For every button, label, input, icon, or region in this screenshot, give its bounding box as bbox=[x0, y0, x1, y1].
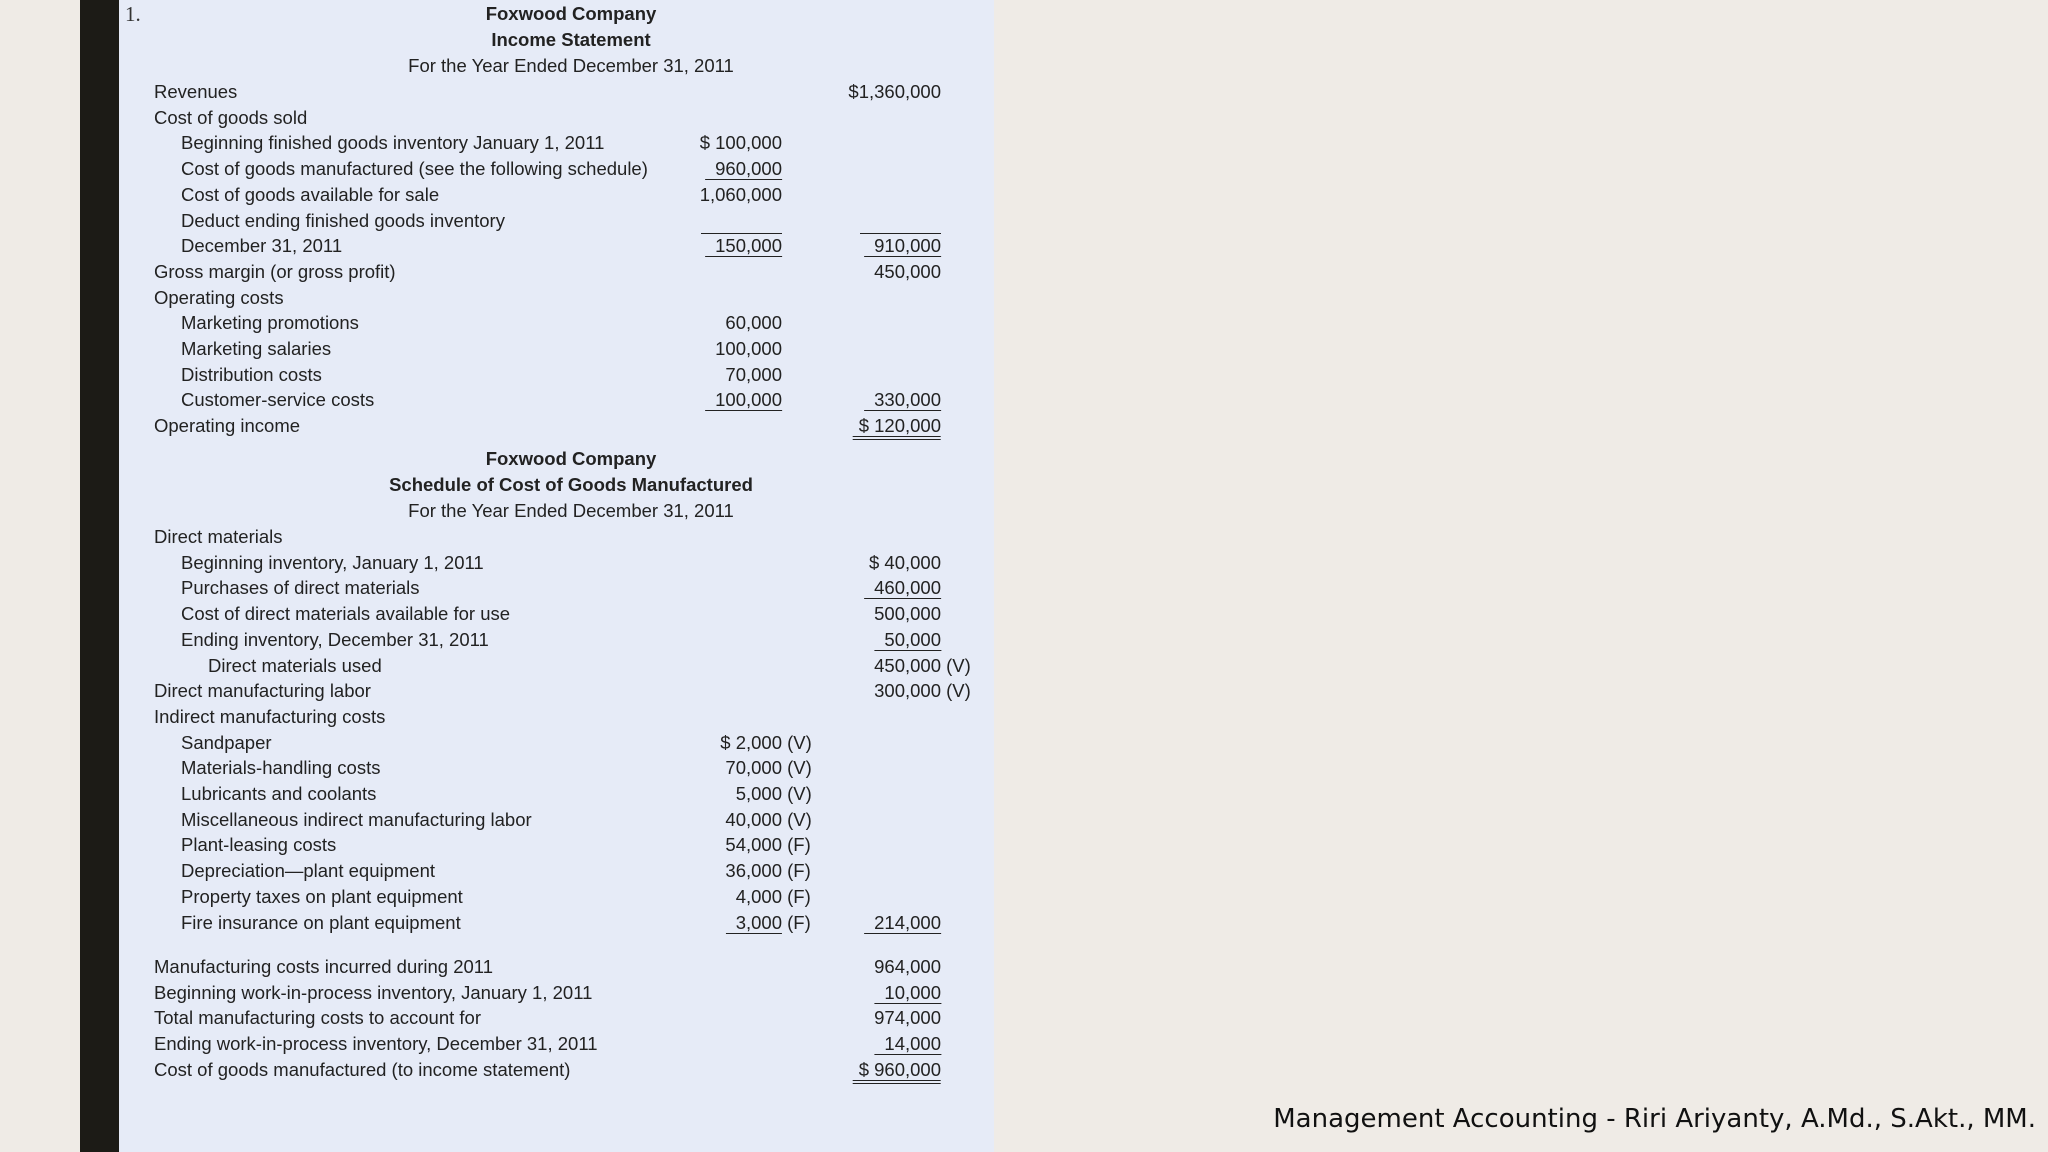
schedule-row-6-c2-cost-type: (V) bbox=[941, 680, 971, 702]
schedule-total-row-0-total bbox=[874, 955, 941, 979]
schedule-total-row-2-c2-value: 974,000 bbox=[874, 1007, 941, 1029]
income-row-12-c1-value: 100,000 bbox=[705, 389, 782, 411]
schedule-row-9-c1-value: 70,000 bbox=[725, 757, 782, 779]
schedule-total-row-1-c2-value: 10,000 bbox=[874, 982, 941, 1004]
schedule-row-12-c1-value: 54,000 bbox=[725, 834, 782, 856]
income-row-11-label: Distribution costs bbox=[181, 363, 322, 385]
schedule-row-2-label: Purchases of direct materials bbox=[181, 577, 420, 599]
schedule-row-9-label: Materials-handling costs bbox=[181, 757, 381, 779]
income-row-7-label: Gross margin (or gross profit) bbox=[154, 260, 396, 282]
question-number: 1. bbox=[125, 2, 141, 26]
schedule-row-3-total bbox=[874, 602, 941, 626]
income-row-3-c1-value: 960,000 bbox=[705, 158, 782, 180]
schedule-row-15-c1-value: 3,000 bbox=[726, 912, 782, 934]
income-row-6-c1-rule bbox=[701, 233, 782, 234]
schedule-row-11-c1-cost-type: (V) bbox=[782, 808, 812, 830]
income-row-12-amount bbox=[705, 388, 782, 412]
schedule-period: For the Year Ended December 31, 2011 bbox=[408, 500, 734, 521]
schedule-row-5-total bbox=[874, 654, 971, 678]
income-row-9-amount bbox=[725, 311, 782, 335]
schedule-row-12-amount bbox=[725, 833, 810, 857]
statement-document bbox=[119, 0, 994, 1152]
schedule-row-7-label: Indirect manufacturing costs bbox=[154, 705, 386, 727]
income-row-2-c1-value: $ 100,000 bbox=[699, 132, 782, 154]
income-row-9-c1-value: 60,000 bbox=[725, 312, 782, 334]
schedule-total-row-0-label: Manufacturing costs incurred during 2011 bbox=[154, 956, 494, 977]
schedule-row-15-c1-cost-type: (F) bbox=[782, 911, 811, 933]
schedule-row-4-label: Ending inventory, December 31, 2011 bbox=[181, 628, 489, 650]
income-row-8-label: Operating costs bbox=[154, 286, 284, 308]
schedule-row-2-c2-value: 460,000 bbox=[864, 577, 941, 599]
schedule-row-8-c1-value: $ 2,000 bbox=[720, 731, 782, 753]
schedule-row-0-label: Direct materials bbox=[154, 526, 283, 547]
schedule-row-15-c2-value: 214,000 bbox=[864, 912, 941, 934]
schedule-row-1-label: Beginning inventory, January 1, 2011 bbox=[181, 551, 484, 573]
income-row-6-c2-value: 910,000 bbox=[864, 235, 941, 257]
schedule-row-3-label: Cost of direct materials available for use bbox=[181, 603, 511, 625]
schedule-total-row-1-label: Beginning work-in-process inventory, January 1, 2011 bbox=[154, 981, 593, 1003]
schedule-row-9-c1-cost-type: (V) bbox=[782, 757, 812, 779]
income-row-6-label: December 31, 2011 bbox=[181, 235, 343, 257]
schedule-row-2-total bbox=[864, 576, 941, 600]
schedule-row-11-c1-value: 40,000 bbox=[725, 808, 782, 830]
schedule-row-6-total bbox=[874, 679, 971, 703]
schedule-row-13-c1-value: 36,000 bbox=[725, 860, 782, 882]
schedule-row-3-c2-value: 500,000 bbox=[874, 603, 941, 625]
schedule-total-row-3-label: Ending work-in-process inventory, December 31, 2011 bbox=[154, 1033, 598, 1055]
schedule-row-14-label: Property taxes on plant equipment bbox=[181, 885, 463, 907]
schedule-total-row-0-c2-value: 964,000 bbox=[874, 956, 941, 977]
income-row-4-label: Cost of goods available for sale bbox=[181, 183, 440, 205]
income-row-12-total bbox=[864, 388, 941, 412]
schedule-row-8-label: Sandpaper bbox=[181, 731, 272, 753]
income-row-3-amount bbox=[705, 157, 782, 181]
schedule-row-8-amount bbox=[720, 731, 812, 755]
schedule-row-13-c1-cost-type: (F) bbox=[782, 860, 811, 882]
schedule-row-10-amount bbox=[736, 782, 812, 806]
schedule-total-row-3-c2-value: 14,000 bbox=[874, 1033, 941, 1055]
income-row-12-c2-value: 330,000 bbox=[864, 389, 941, 411]
income-statement-period: For the Year Ended December 31, 2011 bbox=[408, 55, 734, 76]
income-row-2-amount bbox=[700, 131, 782, 155]
income-row-7-c2-value: 450,000 bbox=[874, 260, 941, 282]
schedule-row-6-c2-value: 300,000 bbox=[874, 680, 941, 702]
income-row-5-label: Deduct ending finished goods inventory bbox=[181, 209, 505, 231]
schedule-row-15-label: Fire insurance on plant equipment bbox=[181, 911, 461, 933]
schedule-row-6-label: Direct manufacturing labor bbox=[154, 680, 371, 702]
income-row-3-label: Cost of goods manufactured (see the following schedule) bbox=[181, 158, 648, 180]
income-row-1-label: Cost of goods sold bbox=[154, 106, 308, 128]
income-row-13-total bbox=[853, 414, 941, 438]
schedule-row-1-c2-value: $ 40,000 bbox=[868, 551, 941, 573]
schedule-row-15-total bbox=[864, 911, 941, 935]
income-row-4-amount bbox=[700, 183, 782, 207]
income-row-10-label: Marketing salaries bbox=[181, 338, 332, 359]
schedule-row-4-total bbox=[874, 628, 941, 652]
schedule-title: Schedule of Cost of Goods Manufactured bbox=[389, 474, 753, 495]
schedule-row-11-label: Miscellaneous indirect manufacturing labor bbox=[181, 808, 532, 830]
schedule-total-row-2-label: Total manufacturing costs to account for bbox=[154, 1007, 482, 1029]
income-row-6-total bbox=[864, 234, 941, 258]
schedule-row-11-amount bbox=[725, 808, 811, 832]
schedule-row-14-c1-value: 4,000 bbox=[735, 885, 782, 907]
schedule-row-5-c2-cost-type: (V) bbox=[941, 654, 971, 676]
schedule-total-row-4-label: Cost of goods manufactured (to income statement) bbox=[154, 1058, 571, 1080]
income-row-0-c2-value: $1,360,000 bbox=[848, 81, 941, 102]
schedule-total-row-4-c2-value: $ 960,000 bbox=[853, 1059, 941, 1084]
left-dark-bar bbox=[80, 0, 119, 1152]
income-row-0-total bbox=[848, 80, 941, 104]
schedule-total-row-1-total bbox=[874, 981, 941, 1005]
schedule-row-10-c1-value: 5,000 bbox=[735, 783, 782, 804]
income-row-4-c1-value: 1,060,000 bbox=[699, 183, 782, 205]
schedule-row-4-c2-value: 50,000 bbox=[874, 629, 941, 651]
income-row-0-label: Revenues bbox=[154, 81, 238, 102]
income-statement-title: Income Statement bbox=[491, 29, 651, 50]
schedule-total-row-3-total bbox=[874, 1032, 941, 1056]
schedule-company-name: Foxwood Company bbox=[485, 448, 657, 469]
income-row-6-c2-rule bbox=[860, 233, 941, 234]
schedule-row-12-label: Plant-leasing costs bbox=[181, 834, 337, 856]
schedule-row-14-c1-cost-type: (F) bbox=[782, 885, 811, 907]
schedule-row-12-c1-cost-type: (F) bbox=[782, 834, 811, 856]
income-row-13-label: Operating income bbox=[154, 415, 301, 437]
income-row-7-total bbox=[874, 260, 941, 284]
income-company-name: Foxwood Company bbox=[485, 3, 657, 24]
income-row-6-amount bbox=[705, 234, 782, 258]
schedule-row-5-label: Direct materials used bbox=[208, 654, 382, 676]
income-row-10-c1-value: 100,000 bbox=[715, 338, 782, 359]
schedule-row-13-amount bbox=[725, 859, 810, 883]
schedule-row-5-c2-value: 450,000 bbox=[874, 654, 941, 676]
schedule-row-9-amount bbox=[725, 756, 811, 780]
income-row-12-label: Customer-service costs bbox=[181, 389, 375, 411]
schedule-row-15-amount bbox=[726, 911, 811, 935]
income-row-6-c1-value: 150,000 bbox=[705, 235, 782, 257]
schedule-total-row-4-total bbox=[853, 1058, 941, 1082]
schedule-row-10-c1-cost-type: (V) bbox=[782, 783, 812, 804]
schedule-row-13-label: Depreciation—plant equipment bbox=[181, 860, 436, 882]
income-row-11-amount bbox=[725, 363, 782, 387]
income-row-9-label: Marketing promotions bbox=[181, 312, 359, 334]
schedule-row-14-amount bbox=[736, 885, 811, 909]
income-row-13-c2-value: $ 120,000 bbox=[853, 415, 941, 440]
income-row-10-amount bbox=[715, 337, 782, 361]
income-row-11-c1-value: 70,000 bbox=[725, 363, 782, 385]
footer-credit: Management Accounting - Riri Ariyanty, A.Md., S.Akt., MM. bbox=[1273, 1104, 2036, 1134]
schedule-total-row-2-total bbox=[874, 1006, 941, 1030]
income-row-2-label: Beginning finished goods inventory January 1, 2011 bbox=[181, 132, 605, 154]
schedule-row-10-label: Lubricants and coolants bbox=[181, 783, 377, 804]
schedule-row-1-total bbox=[869, 551, 941, 575]
schedule-row-8-c1-cost-type: (V) bbox=[782, 731, 812, 753]
